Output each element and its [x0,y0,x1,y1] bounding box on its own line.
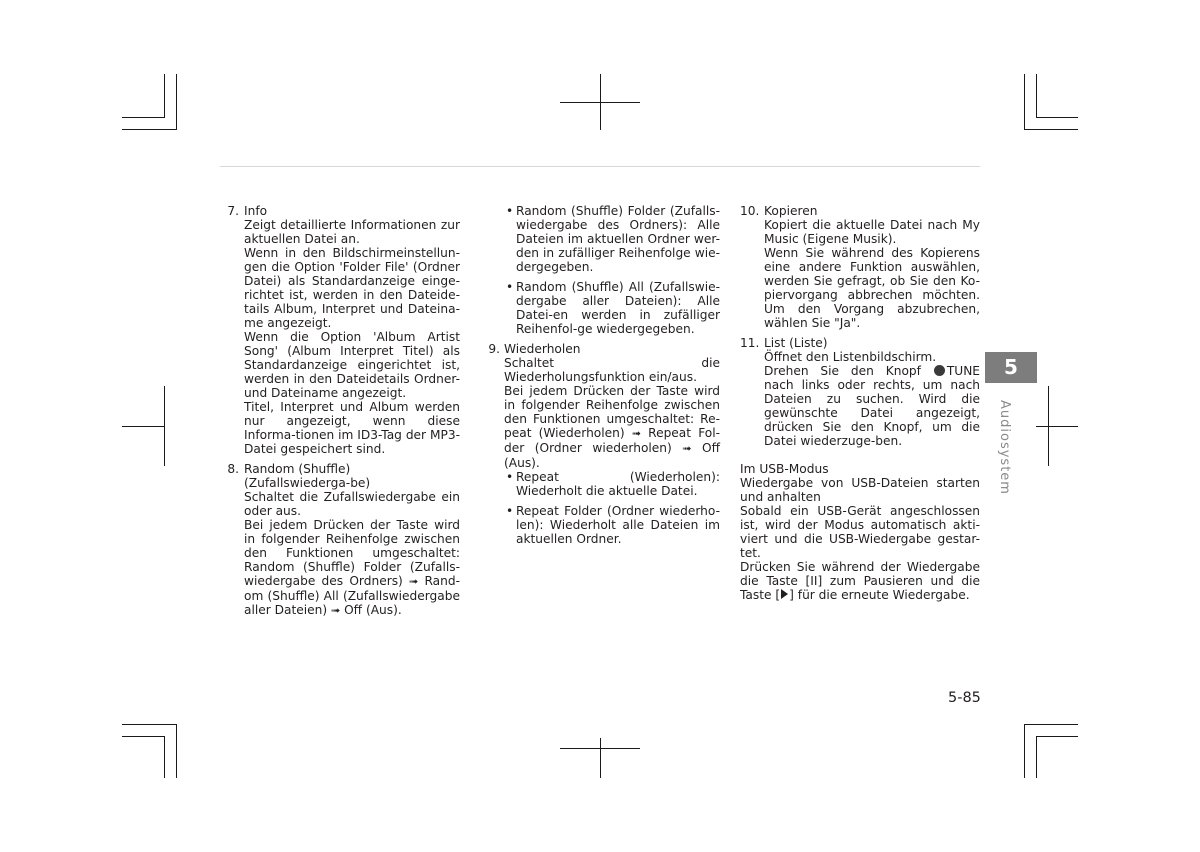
crop-mark [164,74,165,118]
item-title: List (Liste) [764,336,828,350]
crop-mark [1024,724,1025,778]
crop-mark [1024,724,1078,725]
bullet-list [484,204,720,336]
item-number: 7. [227,204,239,218]
item-number: 8. [227,462,239,476]
play-icon [781,589,788,599]
item-number: 10. [740,204,760,218]
registration-mark [560,748,640,749]
crop-mark [1036,117,1078,118]
bullet-item: • Random (Shuffle) Folder (Zufalls-wiedergabe des Ordners): Alle Dateien im aktuellen Ordner wer-den in zufälliger Reihenfolge wie-dergegeben. [504,204,720,274]
crop-mark [176,724,177,778]
registration-mark [600,738,601,778]
crop-mark [1036,74,1037,118]
item-number: 11. [740,336,760,350]
crop-mark [122,736,164,737]
paragraph [764,364,980,448]
text-run: Bei jedem Drücken der Taste wird in folgender Reihenfolge zwischen den Funktionen umgeschaltet: Re-peat (Wiederholen) [504,384,720,440]
crop-mark [176,74,177,130]
list-item-list [740,336,980,448]
paragraph [244,518,460,618]
list-item-info [220,204,460,456]
text-run: Rand-om (Shuffle) All (Zufallswiedergabe aller Dateien) [244,574,460,617]
crop-mark [122,129,176,130]
paragraph: Kopiert die aktuelle Datei nach My Music (Eigene Musik). [764,218,980,246]
column-3 [740,204,980,602]
arrow-icon: ➟ [631,427,641,440]
text-run: Drehen Sie den Knopf [764,364,921,378]
crop-mark [1036,736,1078,737]
registration-mark [1036,426,1078,427]
text-run: Off (Aus). [344,603,402,617]
crop-mark [1024,74,1025,130]
crop-mark [1024,129,1078,130]
knob-label: TUNE [946,364,981,378]
paragraph: Zeigt detaillierte Informationen zur aktuellen Datei an. [244,218,460,246]
column-1 [220,204,460,624]
column-2 [484,204,720,552]
item-title: Random (Shuffle) (Zufallswiederga-be) [244,462,371,490]
page-number: 5-85 [948,690,981,706]
crop-mark [1036,736,1037,778]
arrow-icon: ➟ [331,604,341,617]
item-title: Wiederholen [504,342,581,356]
registration-mark [164,386,165,466]
registration-mark [560,102,640,103]
bullet-item: • Repeat Folder (Ordner wiederho-len): Wiederholt alle Dateien im aktuellen Ordner. [504,504,720,546]
subsection-heading: Wiedergabe von USB-Dateien starten und anhalten [740,476,980,504]
text-run: ] für die erneute Wiedergabe. [789,588,970,602]
bullet-list [504,470,720,546]
item-title: Info [244,204,268,218]
list-item-repeat [484,342,720,546]
crop-mark [164,736,165,778]
text-run: Repeat Fol-der (Ordner wiederholen) [504,426,721,455]
arrow-icon: ➟ [409,575,419,588]
text-run: nach links oder rechts, um nach Dateien zu suchen. Wird die gewünschte Datei angezeigt, drücken Sie den Knopf, um die Datei wiederzuge-ben. [764,378,980,448]
text-run: Bei jedem Drücken der Taste wird in folgender Reihenfolge zwischen den Funktionen umgeschaltet: Random (Shuffle) Folder (Zufalls-wiedergabe des Ordners) [244,518,460,588]
item-number: 9. [488,342,500,356]
knob-icon [934,365,945,376]
paragraph: Schaltet die Zufallswiedergabe ein oder aus. [244,490,460,518]
header-rule [220,166,980,167]
paragraph: Öffnet den Listenbildschirm. [764,350,937,364]
paragraph: Titel, Interpret und Album werden nur angezeigt, wenn diese Informa-tionen im ID3-Tag der MP3-Datei gespeichert sind. [244,400,460,456]
paragraph: Sobald ein USB-Gerät angeschlossen ist, wird der Modus automatisch akti-viert und die USB-Wiedergabe gestar-tet. [740,504,980,560]
paragraph: Schaltet die Wiederholungsfunktion ein/aus. [504,356,720,384]
bullet-item: • Random (Shuffle) All (Zufallswie-dergabe aller Dateien): Alle Datei-en werden in zufälliger Reihenfol-ge wiedergegeben. [504,280,720,336]
list-item-random [220,462,460,618]
item-title: Kopieren [764,204,818,218]
chapter-tab: 5 [985,352,1037,383]
section-heading: Im USB-Modus [740,462,829,476]
text-run: Off (Aus). [504,441,720,470]
text-run: Drücken Sie während der Wiedergabe die Taste [II] zum Pausieren und die Taste [ [740,560,980,602]
list-item-copy [740,204,980,330]
crop-mark [122,724,176,725]
paragraph: Wenn die Option 'Album Artist Song' (Album Interpret Titel) als Standardanzeige eingerichtet ist, werden in den Dateidetails Ordner- und Dateiname angezeigt. [244,330,460,400]
chapter-label: Audiosystem [997,400,1012,495]
crop-mark [122,117,164,118]
arrow-icon: ➟ [682,442,692,455]
paragraph [504,384,720,470]
paragraph: Wenn in den Bildschirmeinstellun-gen die Option 'Folder File' (Ordner Datei) als Standardanzeige einge-richtet ist, werden in den Dateide-tails Album, Interpret und Dateina-me angezeigt. [244,246,460,330]
registration-mark [122,426,164,427]
paragraph: Wenn Sie während des Kopierens eine andere Funktion auswählen, werden Sie gefragt, ob Sie den Ko-piervorgang abbrechen möchten. Um den Vorgang abzubrechen, wählen Sie "Ja". [764,246,980,330]
bullet-item: • Repeat (Wiederholen): Wiederholt die aktuelle Datei. [504,470,720,498]
paragraph [740,560,980,602]
